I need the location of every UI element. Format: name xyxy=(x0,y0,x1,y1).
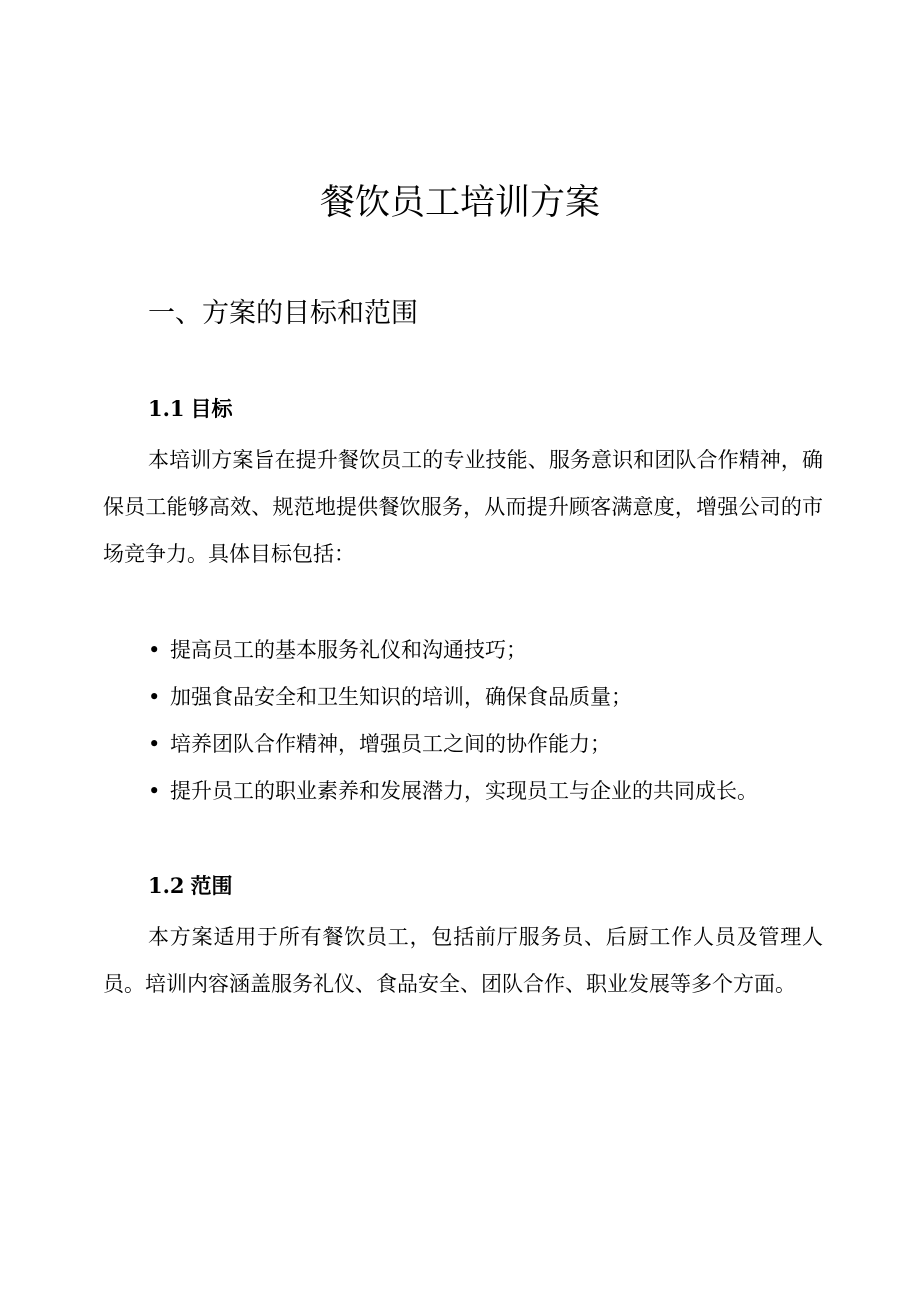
list-item-text: 提高员工的基本服务礼仪和沟通技巧； xyxy=(170,638,527,662)
scope-subheading xyxy=(148,871,233,901)
list-item xyxy=(148,771,848,818)
section-heading: 一、方案的目标和范围 xyxy=(148,298,418,329)
list-item xyxy=(148,724,848,771)
bullet-icon: • xyxy=(148,779,161,803)
list-item-text: 加强食品安全和卫生知识的培训，确保食品质量； xyxy=(170,685,632,709)
goal-paragraph: 本培训方案旨在提升餐饮员工的专业技能、服务意识和团队合作精神，确保员工能够高效、规范地提供餐饮服务，从而提升顾客满意度，增强公司的市场竞争力。具体目标包括： xyxy=(103,448,823,566)
list-item xyxy=(148,630,848,677)
goal-label: 目标 xyxy=(190,396,233,421)
bullet-icon: • xyxy=(148,732,161,756)
bullet-icon: • xyxy=(148,638,161,662)
document-title: 餐饮员工培训方案 xyxy=(319,183,600,223)
bullet-icon: • xyxy=(148,685,161,709)
scope-label: 范围 xyxy=(190,873,233,898)
scope-paragraph: 本方案适用于所有餐饮员工，包括前厅服务员、后厨工作人员及管理人员。培训内容涵盖服务礼仪、食品安全、团队合作、职业发展等多个方面。 xyxy=(103,925,823,996)
scope-number: 1.2 xyxy=(148,873,185,898)
list-item-text: 提升员工的职业素养和发展潜力，实现员工与企业的共同成长。 xyxy=(170,779,758,803)
list-item xyxy=(148,677,848,724)
list-item-text: 培养团队合作精神，增强员工之间的协作能力； xyxy=(170,732,611,756)
goal-number: 1.1 xyxy=(148,396,185,421)
goal-subheading xyxy=(148,394,233,424)
goal-list xyxy=(148,630,848,818)
